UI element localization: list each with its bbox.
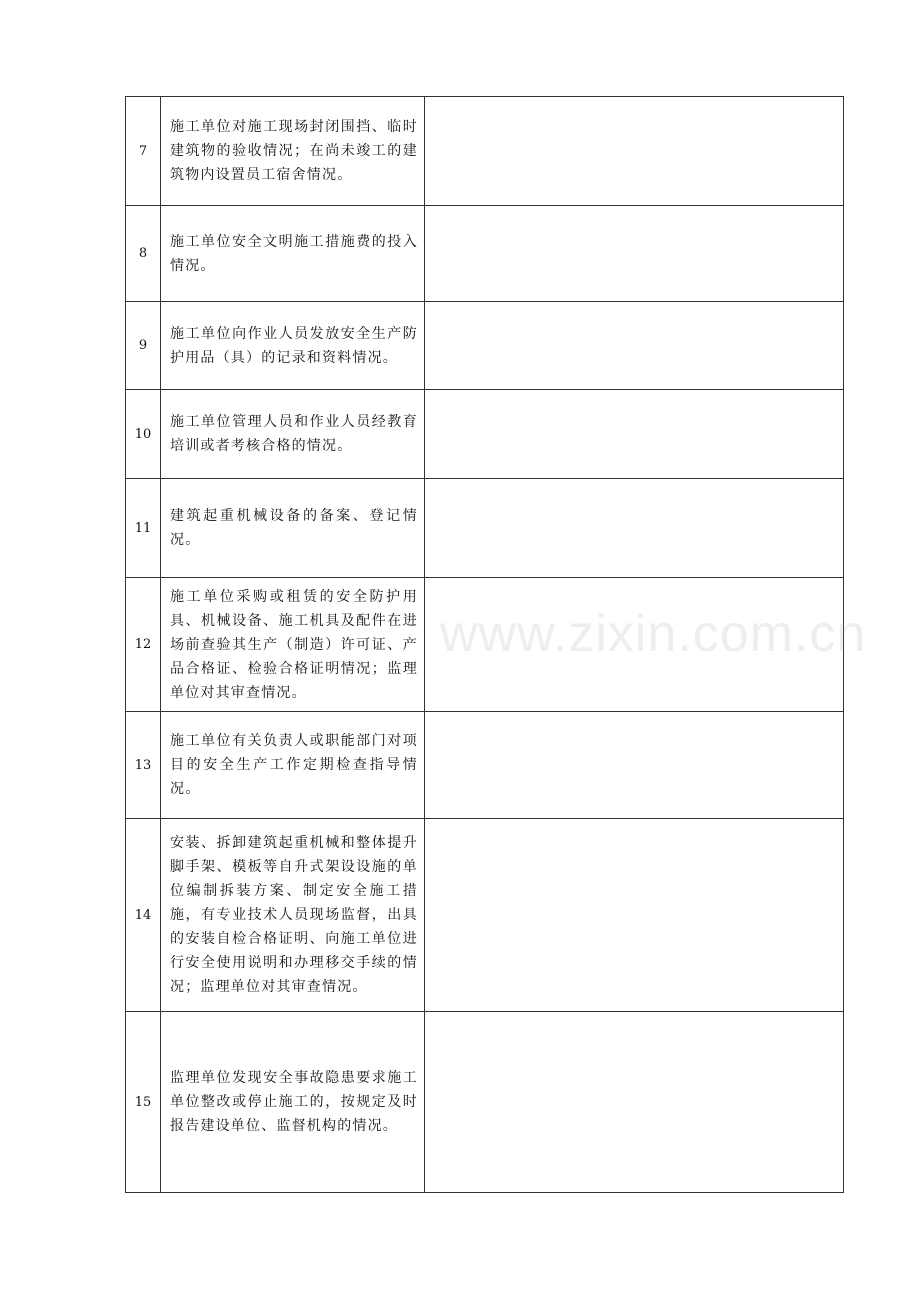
table-row (126, 712, 844, 819)
result-cell[interactable] (425, 712, 844, 819)
row-number: 9 (126, 302, 161, 390)
row-number: 11 (126, 479, 161, 578)
check-item-text: 施工单位向作业人员发放安全生产防护用品（具）的记录和资料情况。 (161, 302, 425, 390)
table-row (126, 302, 844, 390)
table-row (126, 1012, 844, 1193)
check-item-text: 安装、拆卸建筑起重机械和整体提升脚手架、模板等自升式架设设施的单位编制拆装方案、制定安全施工措施，有专业技术人员现场监督，出具的安装自检合格证明、向施工单位进行安全使用说明和办理移交手续的情况；监理单位对其审查情况。 (161, 819, 425, 1012)
inspection-table (125, 96, 844, 1193)
result-cell[interactable] (425, 206, 844, 302)
result-cell[interactable] (425, 302, 844, 390)
table-row (126, 390, 844, 479)
result-cell[interactable] (425, 578, 844, 712)
result-cell[interactable] (425, 1012, 844, 1193)
table-row (126, 479, 844, 578)
result-cell[interactable] (425, 97, 844, 206)
row-number: 10 (126, 390, 161, 479)
check-item-text: 施工单位安全文明施工措施费的投入情况。 (161, 206, 425, 302)
check-item-text: 监理单位发现安全事故隐患要求施工单位整改或停止施工的，按规定及时报告建设单位、监督机构的情况。 (161, 1012, 425, 1193)
check-item-text: 施工单位对施工现场封闭围挡、临时建筑物的验收情况；在尚未竣工的建筑物内设置员工宿舍情况。 (161, 97, 425, 206)
row-number: 12 (126, 578, 161, 712)
table-row (126, 206, 844, 302)
result-cell[interactable] (425, 390, 844, 479)
check-item-text: 施工单位采购或租赁的安全防护用具、机械设备、施工机具及配件在进场前查验其生产（制造）许可证、产品合格证、检验合格证明情况；监理单位对其审查情况。 (161, 578, 425, 712)
row-number: 8 (126, 206, 161, 302)
row-number: 14 (126, 819, 161, 1012)
check-item-text: 建筑起重机械设备的备案、登记情况。 (161, 479, 425, 578)
result-cell[interactable] (425, 479, 844, 578)
row-number: 15 (126, 1012, 161, 1193)
result-cell[interactable] (425, 819, 844, 1012)
table-row (126, 819, 844, 1012)
row-number: 7 (126, 97, 161, 206)
table-row (126, 97, 844, 206)
table-row (126, 578, 844, 712)
row-number: 13 (126, 712, 161, 819)
check-item-text: 施工单位有关负责人或职能部门对项目的安全生产工作定期检查指导情况。 (161, 712, 425, 819)
check-item-text: 施工单位管理人员和作业人员经教育培训或者考核合格的情况。 (161, 390, 425, 479)
